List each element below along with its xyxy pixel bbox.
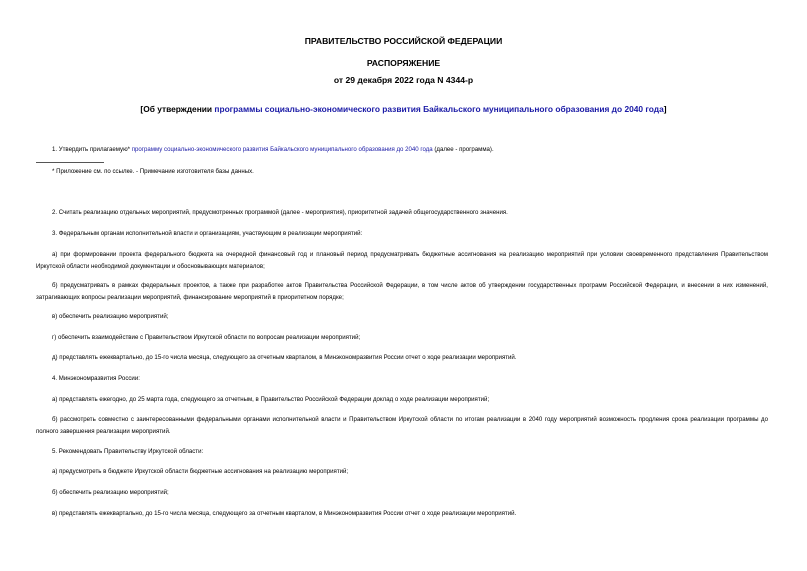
- paragraph-4b: б) рассмотреть совместно с заинтересованными федеральными органами исполнительной власти и Правительством Иркутской области по итогам реализации в 2040 году мероприятий возможность продления срока реализации программы до полного завершения реализации мероприятий.: [36, 416, 768, 435]
- paragraph-1-suffix: (далее - программа).: [432, 146, 494, 153]
- paragraph-1: [52, 144, 768, 155]
- date-number-heading: от 29 декабря 2022 года N 4344-р: [333, 75, 474, 85]
- program-link[interactable]: программу социально-экономического развития Байкальского муниципального образования до 2040 года: [131, 146, 433, 153]
- paragraph-5b: б) обеспечить реализацию мероприятий;: [52, 489, 169, 496]
- subject-close: ]: [663, 104, 667, 114]
- paragraph-1-text: 1. Утвердить прилагаемую*: [52, 146, 132, 153]
- paragraph-4a: а) представлять ежегодно, до 25 марта года, следующего за отчетным, в Правительство Российской Федерации доклад о ходе реализации мероприятий;: [52, 396, 490, 403]
- footnote: * Приложение см. по ссылке. - Примечание изготовителя базы данных.: [52, 168, 254, 175]
- paragraph-3b: б) предусматривать в рамках федеральных проектов, а также при разработке актов Правительства Российской Федерации, в том числе актов об утверждении государственных программ Российской Федерации, и внесении в них изменений, затрагивающих вопросы реализации мероприятий, финансирование мероприятий в приоритетном порядке;: [36, 282, 768, 301]
- paragraph-3d: г) обеспечить взаимодействие с Правительством Иркутской области по вопросам реализации мероприятий;: [52, 334, 361, 341]
- paragraph-5c: в) представлять ежеквартально, до 15-го числа месяца, следующего за отчетным кварталом, в Минэкономразвития России отчет о ходе реализации мероприятий.: [52, 510, 517, 517]
- document-type-heading: РАСПОРЯЖЕНИЕ: [366, 58, 441, 68]
- subject-program-link[interactable]: программы социально-экономического развития Байкальского муниципального образования до 2040 года: [214, 104, 664, 114]
- document-subject: [0, 104, 807, 115]
- paragraph-4: 4. Минэкономразвития России:: [52, 375, 140, 382]
- government-heading: ПРАВИТЕЛЬСТВО РОССИЙСКОЙ ФЕДЕРАЦИИ: [304, 36, 503, 46]
- paragraph-5a: а) предусмотреть в бюджете Иркутской области бюджетные ассигнования на реализацию мероприятий;: [52, 468, 349, 475]
- paragraph-5: 5. Рекомендовать Правительству Иркутской области:: [52, 448, 204, 455]
- paragraph-3a: а) при формировании проекта федерального бюджета на очередной финансовый год и плановый период предусматривать бюджетные ассигнования на реализацию мероприятий при условии своевременного представления Правительством Иркутской области необходимой документации и обосновывающих материалов;: [36, 251, 768, 270]
- paragraph-2: 2. Считать реализацию отдельных мероприятий, предусмотренных программой (далее - мероприятия), приоритетной задачей общегосударственного значения.: [52, 209, 508, 216]
- subject-open: [Об утверждении: [140, 104, 215, 114]
- paragraph-3: 3. Федеральным органам исполнительной власти и организациям, участвующим в реализации мероприятий:: [52, 230, 363, 237]
- paragraph-3c: в) обеспечить реализацию мероприятий;: [52, 313, 169, 320]
- footnote-divider: [36, 162, 104, 163]
- paragraph-3e: д) представлять ежеквартально, до 15-го числа месяца, следующего за отчетным кварталом, в Минэкономразвития России отчет о ходе реализации мероприятий.: [52, 354, 517, 361]
